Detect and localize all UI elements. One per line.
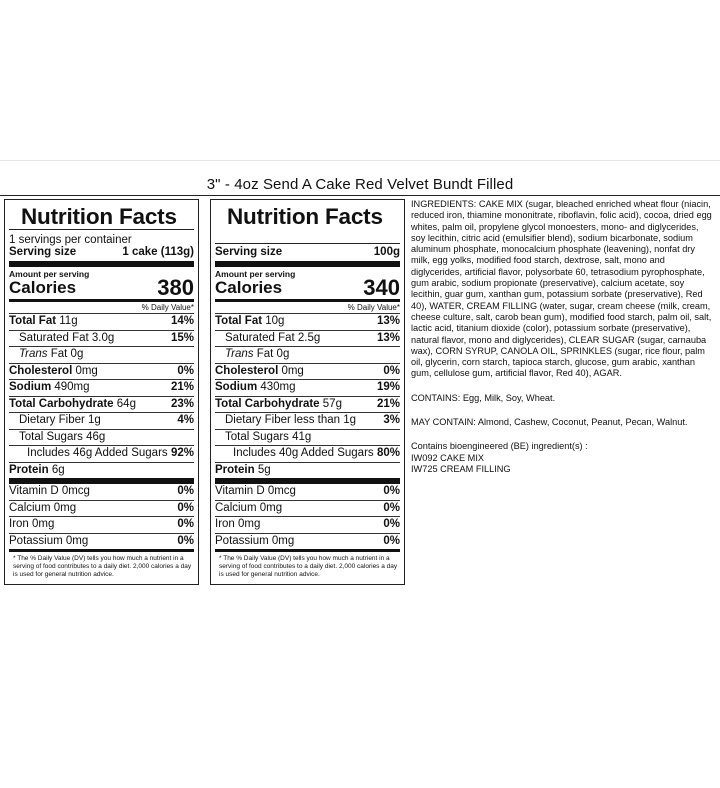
contains-statement: CONTAINS: Egg, Milk, Soy, Wheat. [411,392,556,403]
added-sugars-row [215,445,400,462]
amount-per-serving: Amount per serving [215,269,296,279]
nutrition-label-per-100g [210,199,405,585]
medium-divider [215,549,400,552]
calories-value: 380 [157,275,194,300]
trans-word: Trans [225,348,254,360]
daily-value-header: % Daily Value* [347,303,400,312]
iron-pct: 0% [177,518,194,530]
potassium-row [215,533,400,550]
product-title: 3" - 4oz Send A Cake Red Velvet Bundt Filled [206,176,514,193]
added-sugars-row [9,445,194,462]
thick-divider [215,261,400,267]
cholesterol-pct: 0% [177,364,194,377]
total-sugars-label: Total Sugars 41g [225,430,312,443]
daily-value-footnote: * The % Daily Value (DV) tells you how much a nutrient in a serving of food contributes to a daily diet. 2,000 calories a day is used for general nutrition advice. [13,555,192,578]
ingredients-panel [411,199,715,475]
title-rule [0,195,720,196]
trans-word: Trans [19,348,48,360]
cholesterol-row [215,363,400,380]
cholesterol-label: Cholesterol [9,364,73,377]
trans-fat-row [9,346,194,363]
potassium-pct: 0% [383,534,400,547]
nutrition-facts-heading: Nutrition Facts [21,204,177,229]
calcium-label: Calcium 0mg [215,501,283,514]
total-fat-label: Total Fat [215,315,263,327]
potassium-row [9,533,194,550]
carbohydrate-pct: 23% [170,397,194,410]
cholesterol-pct: 0% [383,364,400,377]
carbohydrate-amount: 64g [113,397,136,410]
divider [215,243,400,244]
calcium-row [215,500,400,517]
total-fat-row [9,313,194,330]
vitamin-d-pct: 0% [383,485,400,497]
thick-divider [9,261,194,267]
calcium-pct: 0% [177,501,194,514]
calories-value: 340 [363,275,400,300]
vitamin-d-row [215,484,400,500]
calories-row [9,275,194,300]
vitamin-d-label: Vitamin D 0mcg [215,485,296,497]
total-fat-label: Total Fat [9,315,57,327]
protein-row [215,462,400,479]
added-sugars-label: Includes 46g Added Sugars [27,447,168,459]
trans-fat-row [215,346,400,363]
sodium-pct: 21% [170,381,194,393]
calories-label: Calories [9,278,77,297]
iron-label: Iron 0mg [9,518,55,530]
added-sugars-pct: 92% [170,447,194,459]
fiber-pct: 3% [383,414,400,426]
protein-row [9,462,194,479]
protein-amount: 5g [254,463,271,476]
bioengineered-item: IW092 CAKE MIX [411,452,485,463]
total-fat-pct: 14% [170,315,194,327]
iron-row [215,516,400,533]
protein-amount: 6g [48,463,65,476]
ingredients-text: INGREDIENTS: CAKE MIX (sugar, bleached enriched wheat flour (niacin, reduced iron, thiamine mononitrate, riboflavin, folic acid), cocoa, dried egg whites, palm oil, propylene glycol monoesters, mono- and diglycerides, soy lecithin, citric acid (emulsifier blend), sodium bicarbonate, sodium aluminum phosphate, monocalcium phosphate (leavening), nonfat dry milk, egg yolks, modified food starch, dextrose, salt, mono and diglycerides, artificial flavor, polysorbate 60, tetrasodium pyrophosphate, gum arabic, sodium propionate (preservative), calcium acetate, soy lecithin, guar gum, xanthan gum, potassium sorbate (preservative), Red 40), WATER, CREAM FILLING (water, sugar, cream cheese (milk, cream, cheese culture, salt, carob bean gum), modified food starch, palm oil, salt, lactic acid, titanium dioxide (color), potassium sorbate (preservative), natural flavor, mono and diglycerides), CLEAR SUGAR (sugar, carnauba wax), CORN SYRUP, CANOLA OIL, SPRINKLES (sugar, rice flour, palm oil, glycerin, corn starch, tapioca starch, glucose, gum arabic, xanthan gum, cellulose gum, artificial flavor, Red 40), AGAR. [411,199,712,379]
saturated-fat-pct: 13% [376,331,400,344]
top-divider [0,160,720,161]
saturated-fat-pct: 15% [170,331,194,344]
amount-per-serving: Amount per serving [9,269,90,279]
calories-label: Calories [215,278,283,297]
saturated-fat-label: Saturated Fat 2.5g [225,331,321,344]
protein-label: Protein [9,463,49,476]
saturated-fat-row [9,330,194,347]
calcium-pct: 0% [383,501,400,514]
carbohydrate-label: Total Carbohydrate [215,397,320,410]
carbohydrate-row [215,396,400,413]
potassium-pct: 0% [177,534,194,547]
cholesterol-row [9,363,194,380]
carbohydrate-label: Total Carbohydrate [9,397,114,410]
iron-pct: 0% [383,518,400,530]
total-fat-amount: 10g [262,315,285,327]
sodium-row [9,379,194,396]
sodium-label: Sodium [215,381,258,393]
daily-value-footnote: * The % Daily Value (DV) tells you how much a nutrient in a serving of food contributes to a daily diet. 2,000 calories a day is used for general nutrition advice. [219,555,398,578]
bioengineered-item: IW725 CREAM FILLING [411,463,511,474]
calcium-row [9,500,194,517]
trans-fat-amount: Fat 0g [47,348,84,360]
added-sugars-label: Includes 40g Added Sugars [233,447,374,459]
fiber-label: Dietary Fiber 1g [19,414,101,426]
carbohydrate-amount: 57g [319,397,342,410]
sodium-pct: 19% [376,381,400,393]
potassium-label: Potassium 0mg [9,534,89,547]
sodium-row [215,379,400,396]
fiber-pct: 4% [177,414,194,426]
trans-fat-amount: Fat 0g [253,348,290,360]
medium-divider [9,549,194,552]
vitamin-d-row [9,484,194,500]
daily-value-header: % Daily Value* [141,303,194,312]
carbohydrate-pct: 21% [376,397,400,410]
total-fat-amount: 11g [56,315,78,327]
added-sugars-pct: 80% [376,447,400,459]
sodium-amount: 430mg [257,381,296,393]
potassium-label: Potassium 0mg [215,534,295,547]
serving-size-value: 100g [373,246,400,258]
cholesterol-label: Cholesterol [215,364,279,377]
total-sugars-label: Total Sugars 46g [19,430,106,443]
fiber-label: Dietary Fiber less than 1g [225,414,357,426]
vitamin-d-pct: 0% [177,485,194,497]
total-sugars-row [215,429,400,446]
divider [9,229,194,230]
protein-label: Protein [215,463,255,476]
fiber-row [215,412,400,429]
serving-size-value: 1 cake (113g) [122,246,194,258]
saturated-fat-label: Saturated Fat 3.0g [19,331,115,344]
serving-size-row [9,246,194,261]
nutrition-label-per-cake [4,199,199,585]
calcium-label: Calcium 0mg [9,501,77,514]
bioengineered-heading: Contains bioengineered (BE) ingredient(s) : [411,441,588,452]
carbohydrate-row [9,396,194,413]
iron-row [9,516,194,533]
cholesterol-amount: 0mg [278,364,304,377]
may-contain-statement: MAY CONTAIN: Almond, Cashew, Coconut, Peanut, Pecan, Walnut. [411,417,688,428]
serving-size-row [215,246,400,261]
total-fat-row [215,313,400,330]
iron-label: Iron 0mg [215,518,261,530]
sodium-amount: 490mg [51,381,90,393]
calories-row [215,275,400,300]
cholesterol-amount: 0mg [72,364,98,377]
servings-per-container: 1 servings per container [9,234,132,246]
nutrition-facts-heading: Nutrition Facts [227,204,383,229]
sodium-label: Sodium [9,381,52,393]
fiber-row [9,412,194,429]
serving-size-label: Serving size [215,246,283,258]
serving-size-label: Serving size [9,246,77,258]
total-fat-pct: 13% [376,315,400,327]
total-sugars-row [9,429,194,446]
vitamin-d-label: Vitamin D 0mcg [9,485,90,497]
saturated-fat-row [215,330,400,347]
